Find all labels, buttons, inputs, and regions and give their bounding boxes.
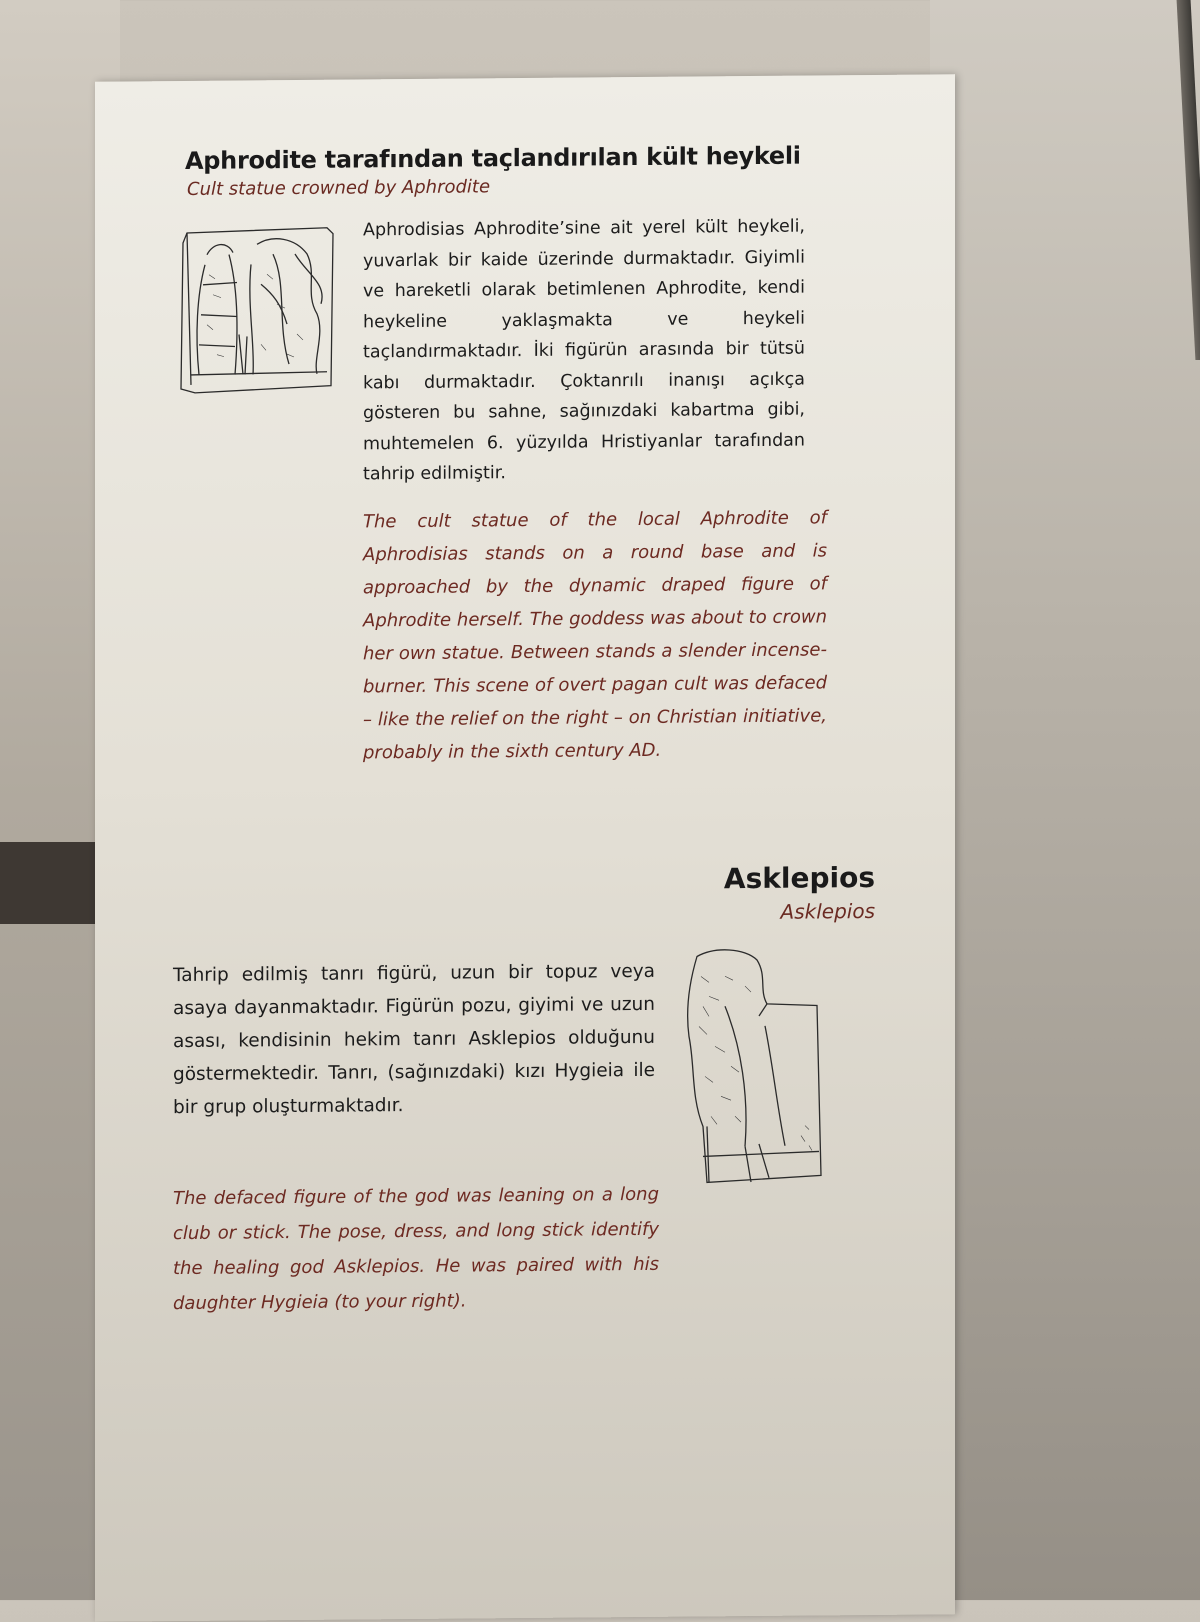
section1-subtitle: Cult statue crowned by Aphrodite [187,176,491,200]
wall-bracket [0,842,96,924]
relief-sketch-icon [177,224,337,397]
section1-text-english: The cult statue of the local Aphrodite of Aphrodisias stands on a round base and is approached by the dynamic draped figure of Aphrodite herself. The goddess was about to crown her own statue. Between stands a slender incense-burner. This scene of overt pagan cult was defaced – like the relief on the right – on Christian initiative, probably in the sixth century AD. [363,507,827,764]
statue-fragment-sketch-icon [685,945,835,1196]
info-panel [95,74,955,1622]
section2-title: Asklepios [723,860,875,896]
section1-title: Aphrodite tarafından taçlandırılan kült heykeli [185,141,801,175]
section1-text-turkish: Aphrodisias Aphrodite’sine ait yerel kült heykeli, yuvarlak bir kaide üzerinde durmaktadır. Giyimli ve hareketli olarak betimlenen Aphrodite, kendi heykeline yaklaşmakta ve heykeli taçlandırmaktadır. İki figürün arasında bir tütsü kabı durmaktadır. Çoktanrılı inanışı açıkça gösteren bu sahne, sağınızdaki kabartma gibi, muhtemelen 6. yüzyılda Hristiyanlar tarafından tahrip edilmiştir. [363,216,805,485]
section2-subtitle: Asklepios [780,898,875,924]
wall-right [930,0,1200,1600]
section2-text-turkish: Tahrip edilmiş tanrı figürü, uzun bir topuz veya asaya dayanmaktadır. Figürün pozu, giyimi ve uzun asası, kendisinin hekim tanrı Asklepios olduğunu göstermektedir. Tanrı, (sağınızdaki) kızı Hygieia ile bir grup oluşturmaktadır. [173,960,655,1119]
section2-text-english: The defaced figure of the god was leaning on a long club or stick. The pose, dress, and long stick identify the healing god Asklepios. He was paired with his daughter Hygieia (to your right). [173,1183,659,1315]
